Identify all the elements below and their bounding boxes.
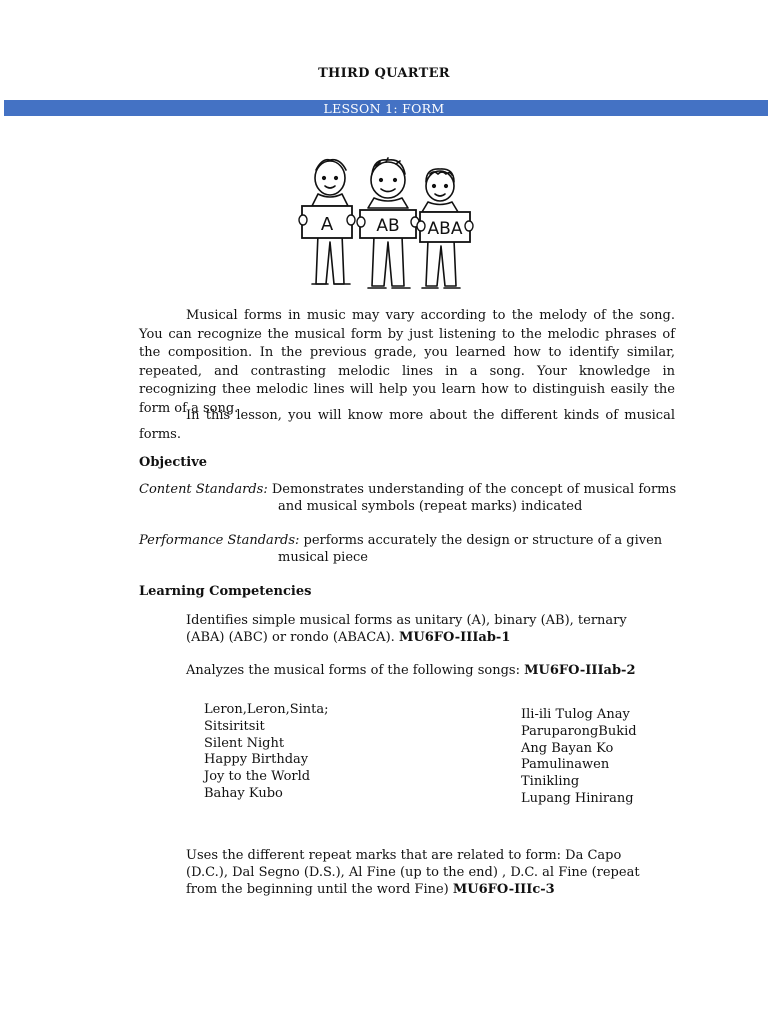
children-holding-signs-illustration [288, 156, 484, 298]
song-item: Sitsiritsit [204, 718, 265, 734]
intro-paragraph-2: In this lesson, you will know more about the different kinds of musical forms. [139, 408, 675, 442]
competency-item-1 [186, 612, 666, 646]
content-standards-text-2: and musical symbols (repeat marks) indicated [278, 499, 583, 514]
songs-list-left [204, 702, 329, 803]
competency-3-code: MU6FO-IIIc-3 [452, 882, 555, 897]
performance-standards-line [139, 533, 662, 548]
song-item: Happy Birthday [204, 752, 309, 768]
lesson-title: LESSON 1: FORM [323, 101, 445, 116]
competency-item-3 [186, 847, 664, 898]
song-item: ParuparongBukid [521, 723, 637, 739]
competency-1-text: Identifies simple musical forms as unitary (A), binary (AB), ternary (ABA) (ABC) or rondo (ABACA). [186, 613, 627, 645]
competency-3-text: Uses the different repeat marks that are related to form: Da Capo (D.C.), Dal Segno (D.S.), Al Fine (up to the end) , D.C. al Fine (repeat from the beginning until the word Fine) [186, 848, 640, 897]
performance-standards-text-2: musical piece [278, 550, 368, 565]
content-standards-text: Demonstrates understanding of the concept of musical forms [271, 482, 677, 497]
songs-list-right [521, 707, 637, 808]
competency-2-code: MU6FO-IIIab-2 [524, 663, 636, 678]
performance-standards-text: performs accurately the design or structure of a given [303, 533, 663, 548]
song-item: Leron,Leron,Sinta; [204, 702, 329, 717]
objective-heading: Objective [139, 455, 208, 470]
song-item: Bahay Kubo [204, 785, 283, 801]
learning-competencies-heading: Learning Competencies [139, 584, 312, 599]
song-item: Tinikling [521, 774, 580, 790]
intro-paragraph-1: Musical forms in music may vary according to the melody of the song. You can recognize the musical form by just listening to the melodic phrases of the composition. In the previous grade, you learned how to identify similar, repeated, and contrasting melodic lines in a song. Your knowledge in recognizing thee melodic lines will help you learn how to distinguish easily the form of a song. [139, 308, 675, 416]
competency-item-2 [186, 662, 666, 679]
song-item: Lupang Hinirang [521, 790, 634, 806]
competency-1-code: MU6FO-IIIab-1 [398, 630, 511, 645]
competency-2-text: Analyzes the musical forms of the following songs: [186, 663, 520, 678]
song-item: Ili-ili Tulog Anay [521, 707, 630, 722]
song-item: Joy to the World [204, 769, 311, 785]
content-standards-label: Content Standards: [139, 482, 268, 497]
sign-ab-label: AB [376, 216, 400, 236]
quarter-title: THIRD QUARTER [318, 66, 450, 81]
performance-standards-label: Performance Standards: [139, 533, 300, 548]
song-item: Silent Night [204, 735, 285, 751]
content-standards-line [139, 482, 676, 497]
song-item: Pamulinawen [521, 757, 610, 773]
sign-aba-label: ABA [427, 219, 463, 239]
sign-a-label: A [320, 214, 334, 235]
song-item: Ang Bayan Ko [521, 740, 614, 756]
